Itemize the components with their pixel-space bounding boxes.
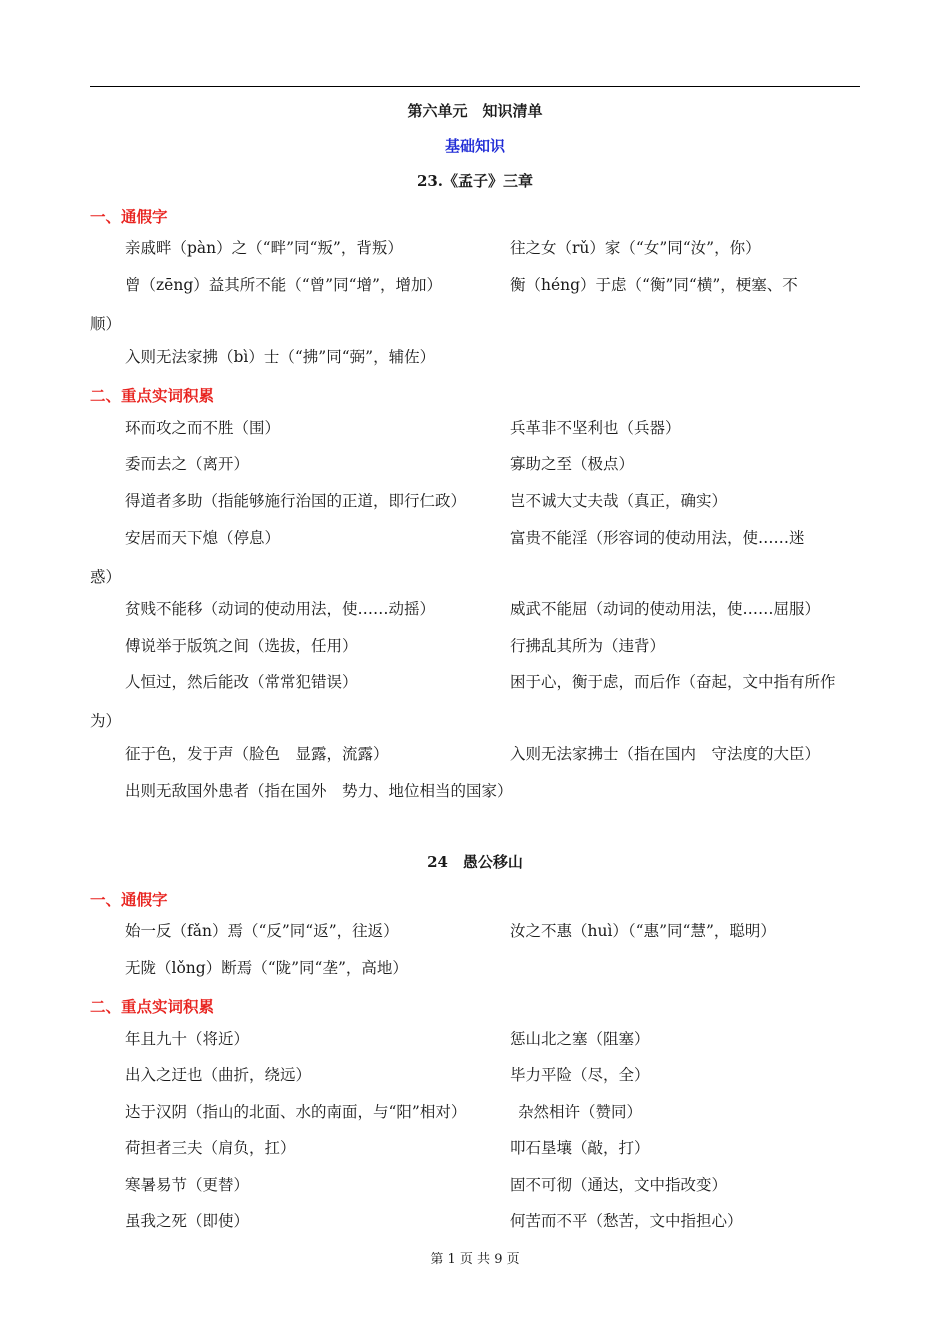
list-item: 环而攻之而不胜（围） [125,419,281,437]
list-item: 荷担者三夫（肩负，扛） [125,1139,296,1157]
page-number: 第 1 页 共 9 页 [430,1252,520,1267]
list-item: 往之女（rǔ）家（“女”同“汝”，你） [510,239,761,257]
list-item: 人恒过，然后能改（常常犯错误） [125,673,358,691]
list-item: 始一反（fǎn）焉（“反”同“返”，往返） [125,922,399,940]
list-item: 虽我之死（即使） [125,1212,250,1230]
list-item: 达于汉阴（指山的北面、水的南面，与“阳”相对） [125,1103,467,1121]
list-item: 亲戚畔（pàn）之（“畔”同“叛”，背叛） [125,239,403,257]
list-item: 行拂乱其所为（违背） [510,637,666,655]
list-item: 寡助之至（极点） [510,455,635,473]
list-item: 兵革非不坚利也（兵器） [510,419,681,437]
list-item: 曾（zēng）益其所不能（“曾”同“增”，增加） [125,276,442,294]
list-item: 惩山北之塞（阻塞） [510,1030,650,1048]
list-item: 叩石垦壤（敲，打） [510,1139,650,1157]
list-item: 杂然相许（赞同） [518,1103,643,1121]
list-item: 傅说举于版筑之间（选拔，任用） [125,637,358,655]
list-item: 富贵不能淫（形容词的使动用法，使……迷 [510,529,805,547]
list-item: 无陇（lǒng）断焉（“陇”同“垄”，高地） [125,959,408,977]
list-item: 威武不能屈（动词的使动用法，使……屈服） [510,600,821,618]
list-item: 安居而天下熄（停息） [125,529,281,547]
lesson-23-heading-tongjia: 一、通假字 [90,207,168,226]
list-item: 征于色，发于声（脸色 显露，流露） [125,745,389,763]
lesson-23-heading-shici: 二、重点实词积累 [90,386,215,405]
section-subtitle: 基础知识 [444,137,505,155]
list-item: 寒暑易节（更替） [125,1176,250,1194]
list-item: 出则无敌国外患者（指在国外 势力、地位相当的国家） [125,782,513,800]
list-item: 何苦而不平（愁苦，文中指担心） [510,1212,743,1230]
list-item: 入则无法家拂士（指在国内 守法度的大臣） [510,745,821,763]
unit-title: 第六单元 知识清单 [407,102,543,120]
list-item: 出入之迂也（曲折，绕远） [125,1066,312,1084]
header-rule [90,86,860,87]
list-item-wrap: 顺） [90,315,122,333]
list-item: 得道者多助（指能够施行治国的正道，即行仁政） [125,492,467,510]
lesson-24-heading-shici: 二、重点实词积累 [90,997,215,1016]
list-item: 贫贱不能移（动词的使动用法，使……动摇） [125,600,436,618]
lesson-24-heading-tongjia: 一、通假字 [90,890,168,909]
list-item: 入则无法家拂（bì）士（“拂”同“弼”，辅佐） [125,348,436,366]
list-item: 岂不诚大丈夫哉（真正，确实） [510,492,728,510]
lesson-23-title: 23.《孟子》三章 [416,172,534,190]
lesson-24-title: 24 愚公移山 [427,853,523,871]
list-item-wrap: 为） [90,712,122,730]
list-item: 衡（héng）于虑（“衡”同“横”，梗塞、不 [510,276,798,294]
list-item: 毕力平险（尽，全） [510,1066,650,1084]
list-item-wrap: 惑） [90,568,122,586]
list-item: 固不可彻（通达，文中指改变） [510,1176,728,1194]
list-item: 年且九十（将近） [125,1030,250,1048]
list-item: 委而去之（离开） [125,455,250,473]
list-item: 困于心，衡于虑，而后作（奋起，文中指有所作 [510,673,836,691]
list-item: 汝之不惠（huì）（“惠”同“慧”，聪明） [510,922,776,940]
